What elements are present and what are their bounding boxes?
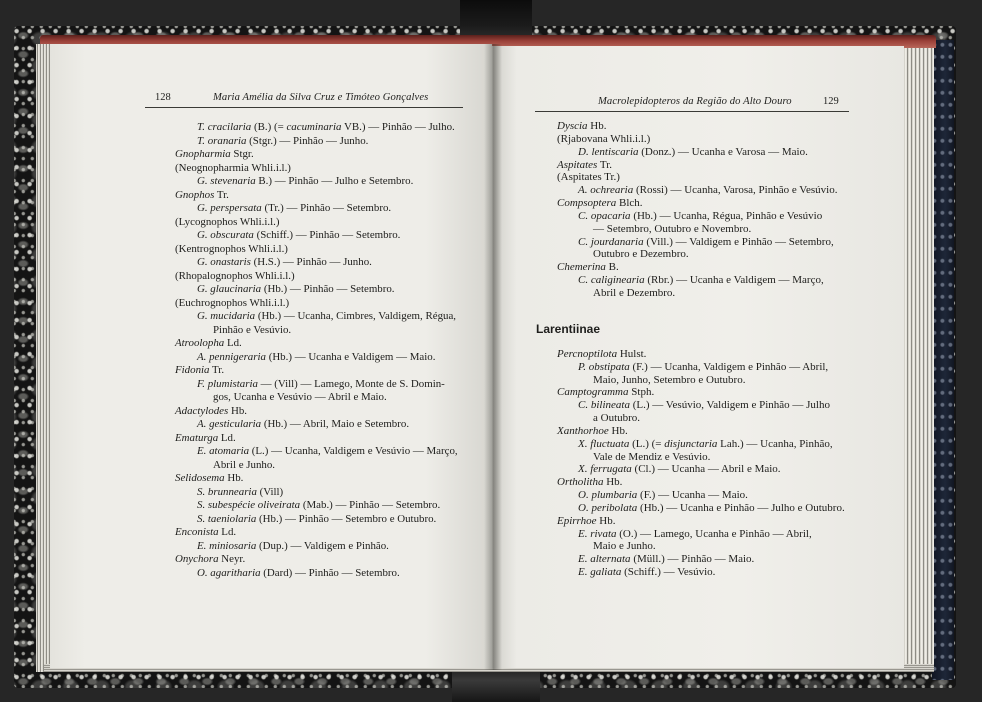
entry-text: Outubro e Dezembro. (593, 248, 689, 261)
entry-text: (Dard) — Pinhão — Setembro. (260, 566, 400, 579)
right-running-head: Macrolepidopteros da Região do Alto Douro (598, 96, 792, 107)
continuation-line (557, 412, 845, 425)
entry-text: (L.) — Ucanha, Valdigem e Vesúvio — Março, (249, 445, 458, 457)
taxon-name: cacuminaria (286, 121, 342, 133)
species-entry-line (175, 445, 458, 459)
entry-text: a Outubro. (593, 412, 641, 425)
taxon-name: X. ferrugata (578, 463, 632, 476)
genus-line (175, 216, 458, 230)
taxon-name: S. subespécie oliveirata (197, 499, 301, 511)
continuation-line (557, 540, 845, 553)
entry-text: (H.S.) — Pinhão — Junho. (250, 256, 372, 268)
entry-text: (Donz.) — Ucanha e Varosa — Maio. (638, 145, 808, 158)
entry-text: (Hb.) — Ucanha, Cimbres, Valdigem, Régua, (255, 310, 457, 322)
taxon-name: Gnophos (175, 188, 215, 201)
entry-text: Hb. (587, 120, 607, 132)
entry-text: (Dup.) — Valdigem e Pinhão. (256, 539, 389, 552)
continuation-line (557, 248, 845, 261)
entry-text: (Schiff.) — Pinhão — Setembro. (253, 229, 401, 241)
entry-text: (F.) — Ucanha, Valdigem e Pinhão — Abril, (629, 360, 829, 373)
left-running-head: Maria Amélia da Silva Cruz e Timóteo Gonçalves (213, 92, 429, 103)
taxon-name: X. fluctuata (578, 437, 630, 450)
genus-line (557, 386, 845, 399)
taxon-name: Ortholitha (557, 476, 604, 489)
species-entry-line (557, 528, 845, 541)
genus-line (175, 553, 458, 567)
species-entry-line (175, 499, 458, 513)
entry-text: (Neognopharmia Whli.i.l.) (175, 161, 291, 174)
taxon-name: A. gesticularia (197, 418, 262, 430)
entry-text: Pinhão e Vesúvio. (213, 323, 292, 336)
species-entry-line (557, 502, 845, 515)
taxon-name: Aspitates (557, 158, 598, 171)
entry-text: B.) — Pinhão — Julho e Setembro. (255, 175, 414, 187)
taxon-name: E. atomaria (197, 445, 250, 457)
right-page-stack-edge (902, 48, 934, 672)
genus-line (175, 526, 458, 540)
taxon-name: G. stevenaria (197, 175, 256, 187)
entry-text: gos, Ucanha e Vesúvio — Abril e Maio. (213, 391, 387, 403)
entry-text: (Lycognophos Whli.i.l.) (175, 215, 280, 228)
taxon-name: Ematurga (175, 431, 219, 444)
entry-text: (Aspitates Tr.) (557, 171, 620, 184)
taxon-name: G. onastaris (197, 256, 251, 268)
taxon-name: G. obscurata (197, 229, 254, 241)
entry-text: (Rossi) — Ucanha, Varosa, Pinhão e Vesúvio. (633, 184, 838, 197)
entry-text: (Rjabovana Whli.i.l.) (557, 132, 651, 145)
entry-text: (Cl.) — Ucanha — Abril e Maio. (631, 463, 781, 476)
genus-line (557, 197, 845, 210)
entry-text: (B.) (= (251, 121, 287, 133)
taxon-name: F. plumistaria (197, 377, 258, 390)
genus-line (175, 405, 458, 419)
species-entry-line (557, 210, 845, 223)
species-entry-line (175, 175, 458, 189)
species-entry-line (557, 399, 845, 412)
taxon-name: C. opacaria (578, 209, 631, 222)
taxon-name: O. agaritharia (197, 566, 261, 579)
entry-text: — Setembro, Outubro e Novembro. (593, 222, 752, 235)
species-entry-line (175, 513, 458, 527)
entry-text: Stgr. (230, 148, 254, 160)
entry-text: Hb. (608, 424, 628, 437)
continuation-line (175, 391, 458, 405)
taxon-name: T. cracilaria (197, 121, 252, 133)
taxon-name: Chemerina (557, 261, 606, 274)
genus-line (557, 159, 845, 172)
entry-text: (O.) — Lamego, Ucanha e Pinhão — Abril, (616, 527, 812, 540)
entry-text: (Hb.) — Pinhão — Setembro e Outubro. (256, 512, 437, 525)
entry-text: Hb. (603, 476, 623, 489)
entry-text: (Mab.) — Pinhão — Setembro. (300, 499, 441, 511)
continuation-line (557, 287, 845, 300)
genus-line (175, 472, 458, 486)
genus-line (175, 189, 458, 203)
continuation-line (175, 324, 458, 338)
entry-text: (Schiff.) — Vesúvio. (621, 566, 716, 579)
entry-text: (L.) — Vesúvio, Valdigem e Pinhão — Julho (629, 399, 830, 412)
genus-line (175, 297, 458, 311)
entry-text: (Kentrognophos Whli.i.l.) (175, 242, 288, 255)
entry-text: Ld. (224, 337, 242, 349)
genus-line (557, 133, 845, 146)
entry-text: — (Vill) — Lamego, Monte de S. Domin- (257, 377, 445, 390)
species-entry-line (557, 274, 845, 287)
entry-text: Hb. (228, 404, 247, 417)
left-page-number: 128 (155, 92, 171, 103)
taxon-name: P. obstipata (578, 360, 630, 373)
entry-text: (F.) — Ucanha — Maio. (637, 489, 748, 502)
entry-text: Ld. (218, 431, 236, 444)
entry-text: Vale de Mendiz e Vesúvio. (593, 450, 711, 463)
genus-line (557, 476, 845, 489)
species-entry-line (175, 310, 458, 324)
entry-text: Stph. (628, 386, 655, 399)
entry-text: (Hb.) — Abril, Maio e Setembro. (261, 418, 410, 430)
left-page-body (175, 121, 458, 580)
species-entry-line (557, 236, 845, 249)
taxon-name: Gnopharmia (175, 148, 231, 160)
taxon-name: Percnoptilota (557, 347, 618, 360)
right-page-number: 129 (823, 96, 839, 107)
taxon-name: Camptogramma (557, 386, 629, 399)
species-entry-line (175, 418, 458, 432)
entry-text: Tr. (214, 188, 229, 201)
taxon-name: G. perspersata (197, 202, 262, 214)
species-entry-line (175, 567, 458, 581)
genus-line (557, 515, 845, 528)
entry-text: (Hb.) — Ucanha e Valdigem — Maio. (265, 350, 436, 363)
genus-line (175, 364, 458, 378)
genus-line (175, 270, 458, 284)
species-entry-line (557, 146, 845, 159)
taxon-name: S. brunnearia (197, 485, 257, 498)
entry-text: Hb. (596, 514, 616, 527)
genus-line (557, 120, 845, 133)
entry-text: Tr. (209, 364, 225, 376)
species-entry-line (557, 361, 845, 374)
genus-line (175, 243, 458, 257)
taxon-name: Xanthorhoe (557, 424, 609, 437)
species-entry-line (175, 121, 458, 135)
left-header-rule (145, 107, 463, 108)
entry-text: (Vill) (256, 485, 284, 498)
entry-text: (Hb.) — Pinhão — Setembro. (261, 283, 395, 295)
taxon-name: E. rivata (578, 527, 617, 540)
taxon-name: E. galiata (578, 566, 622, 579)
species-entry-line (175, 283, 458, 297)
species-entry-line (557, 566, 845, 579)
species-entry-line (175, 202, 458, 216)
continuation-line (557, 223, 845, 236)
taxon-name: G. mucidaria (197, 310, 256, 322)
entry-text: VB.) — Pinhão — Julho. (341, 121, 455, 133)
taxon-name: S. taeniolaria (197, 512, 257, 525)
species-entry-line (175, 540, 458, 554)
entry-text: (Hb.) — Ucanha e Pinhão — Julho e Outubro. (637, 501, 845, 514)
taxon-name: C. jourdanaria (578, 235, 644, 248)
section-heading: Larentiinae (536, 321, 601, 336)
taxon-name: O. peribolata (578, 501, 638, 514)
species-entry-line (557, 184, 845, 197)
entry-text: Lah.) — Ucanha, Pinhão, (717, 437, 833, 450)
taxon-name: C. caliginearia (578, 274, 645, 287)
continuation-line (175, 459, 458, 473)
entry-text: Abril e Dezembro. (593, 286, 676, 299)
entry-text: Maio, Junho, Setembro e Outubro. (593, 373, 746, 386)
genus-line (175, 162, 458, 176)
species-entry-line (175, 378, 458, 392)
taxon-name: D. lentiscaria (578, 145, 639, 158)
entry-text: Neyr. (218, 553, 246, 565)
entry-text: Hulst. (617, 347, 647, 360)
continuation-line (557, 451, 845, 464)
taxon-name: Selidosema (175, 472, 225, 484)
genus-line (175, 337, 458, 351)
cover-board-edge (932, 40, 954, 680)
taxon-name: Enconista (175, 526, 219, 538)
taxon-name: E. miniosaria (197, 539, 257, 552)
page-gutter (484, 44, 502, 670)
entry-text: Blch. (616, 197, 643, 210)
taxon-name: C. bilineata (578, 399, 630, 412)
taxon-name: disjunctaria (664, 437, 718, 450)
species-entry-line (557, 553, 845, 566)
entry-text: Maio e Junho. (593, 540, 656, 553)
taxon-name: Dyscia (557, 120, 588, 132)
taxon-name: E. alternata (578, 553, 631, 566)
taxon-name: O. plumbaria (578, 489, 638, 502)
taxon-name: A. pennigeraria (197, 350, 266, 363)
taxon-name: Compsoptera (557, 197, 617, 210)
species-entry-line (175, 229, 458, 243)
taxon-name: T. oranaria (197, 134, 247, 147)
entry-text: (Euchrognophos Whli.i.l.) (175, 296, 290, 309)
entry-text: (Hb.) — Ucanha, Régua, Pinhão e Vesúvio (630, 209, 823, 222)
taxon-name: Atroolopha (175, 337, 225, 349)
genus-line (557, 348, 845, 361)
genus-line (557, 171, 845, 184)
right-header-rule (535, 111, 849, 112)
species-entry-line (557, 463, 845, 476)
entry-text: (Müll.) — Pinhão — Maio. (630, 553, 755, 566)
species-entry-line (175, 135, 458, 149)
entry-text: (Stgr.) — Pinhão — Junho. (246, 134, 369, 147)
entry-text: Abril e Junho. (213, 458, 276, 471)
genus-line (557, 425, 845, 438)
taxon-name: G. glaucinaria (197, 283, 262, 295)
taxon-name: Onychora (175, 553, 219, 565)
species-entry-line (175, 256, 458, 270)
species-entry-line (557, 438, 845, 451)
genus-line (557, 261, 845, 274)
entry-text: (Rhopalognophos Whli.i.l.) (175, 269, 295, 282)
entry-text: (Tr.) — Pinhão — Setembro. (261, 202, 392, 214)
entry-text: (Rbr.) — Ucanha e Valdigem — Março, (644, 274, 824, 287)
entry-text: Ld. (218, 526, 237, 538)
entry-text: Tr. (597, 158, 613, 171)
continuation-line (557, 374, 845, 387)
entry-text: B. (605, 261, 619, 274)
entry-text: (Vill.) — Valdigem e Pinhão — Setembro, (643, 235, 834, 248)
species-entry-line (557, 489, 845, 502)
entry-text: Hb. (224, 472, 244, 484)
taxon-name: A. ochrearia (578, 184, 634, 197)
right-page-body (536, 120, 845, 579)
genus-line (175, 148, 458, 162)
species-entry-line (175, 486, 458, 500)
species-entry-line (175, 351, 458, 365)
entry-text: (L.) (= (629, 437, 665, 450)
genus-line (175, 432, 458, 446)
taxon-name: Epirrhoe (557, 514, 597, 527)
taxon-name: Adactylodes (175, 404, 229, 417)
taxon-name: Fidonia (175, 364, 210, 376)
